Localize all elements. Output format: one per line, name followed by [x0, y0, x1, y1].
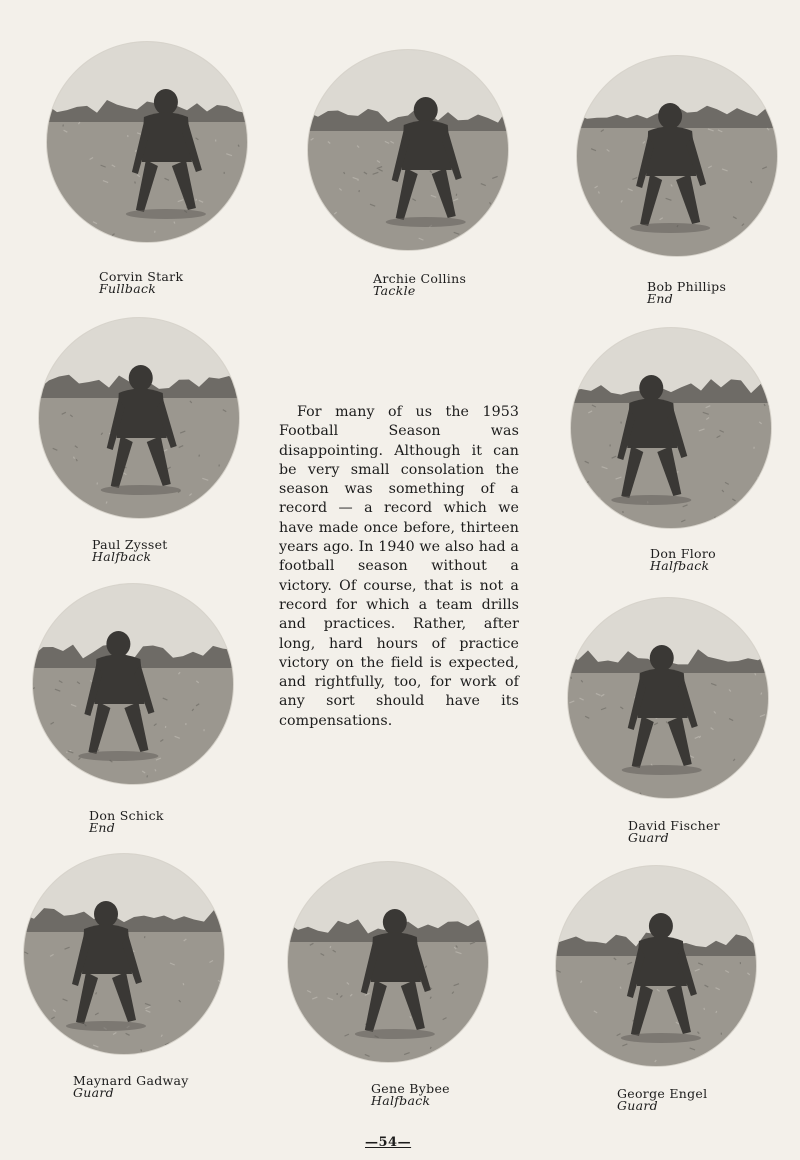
- player-position: End: [89, 820, 116, 835]
- player-name: Don Floro: [650, 546, 716, 561]
- player-caption: [92, 539, 168, 563]
- photo-image: [24, 854, 224, 1054]
- player-photo-bob-phillips: [577, 56, 777, 256]
- player-photo-david-fischer: [568, 598, 768, 798]
- player-position: Fullback: [99, 281, 157, 296]
- player-name: Corvin Stark: [99, 269, 184, 284]
- player-caption: [373, 273, 466, 297]
- player-position: Guard: [628, 830, 669, 845]
- player-caption: [89, 810, 164, 834]
- player-name: Don Schick: [89, 808, 164, 823]
- player-caption: [617, 1088, 707, 1112]
- page-number: —54—: [365, 1135, 412, 1150]
- photo-image: [308, 50, 508, 250]
- player-position: Guard: [617, 1098, 658, 1113]
- player-photo-maynard-gadway: [24, 854, 224, 1054]
- player-position: Guard: [73, 1085, 114, 1100]
- player-name: Archie Collins: [373, 271, 467, 286]
- player-photo-paul-zysset: [39, 318, 239, 518]
- photo-image: [577, 56, 777, 256]
- photo-image: [288, 862, 488, 1062]
- photo-image: [568, 598, 768, 798]
- player-position: Tackle: [373, 283, 416, 298]
- player-position: End: [647, 291, 674, 306]
- player-photo-gene-bybee: [288, 862, 488, 1062]
- player-name: David Fischer: [628, 818, 720, 833]
- player-position: Halfback: [92, 549, 152, 564]
- player-caption: [99, 271, 183, 295]
- player-photo-corvin-stark: [47, 42, 247, 242]
- player-name: Paul Zysset: [92, 537, 168, 552]
- article-body: For many of us the 1953 Football Season was disappointing. Although it can be very small consolation the season was something of a record — a record which we have made once before, thirteen years ago. In 1940 we also had a football season without a victory. Of course, that is not a record for which a team drills and practices. Rather, after long, hard hours of practice victory on the field is expected, and rightfully, too, for work of any sort should have its compensations.: [279, 404, 519, 729]
- player-name: Bob Phillips: [647, 279, 727, 294]
- photo-image: [33, 584, 233, 784]
- player-position: Halfback: [371, 1093, 431, 1108]
- player-photo-archie-collins: [308, 50, 508, 250]
- photo-image: [39, 318, 239, 518]
- player-name: George Engel: [617, 1086, 708, 1101]
- player-photo-george-engel: [556, 866, 756, 1066]
- player-caption: [628, 820, 720, 844]
- player-name: Gene Bybee: [371, 1081, 450, 1096]
- player-photo-don-floro: [571, 328, 771, 528]
- player-position: Halfback: [650, 558, 710, 573]
- photo-image: [571, 328, 771, 528]
- article-text: [279, 403, 519, 731]
- photo-image: [47, 42, 247, 242]
- player-caption: [73, 1075, 189, 1099]
- player-caption: [650, 548, 716, 572]
- player-name: Maynard Gadway: [73, 1073, 189, 1088]
- player-caption: [371, 1083, 450, 1107]
- player-photo-don-schick: [33, 584, 233, 784]
- photo-image: [556, 866, 756, 1066]
- player-caption: [647, 281, 726, 305]
